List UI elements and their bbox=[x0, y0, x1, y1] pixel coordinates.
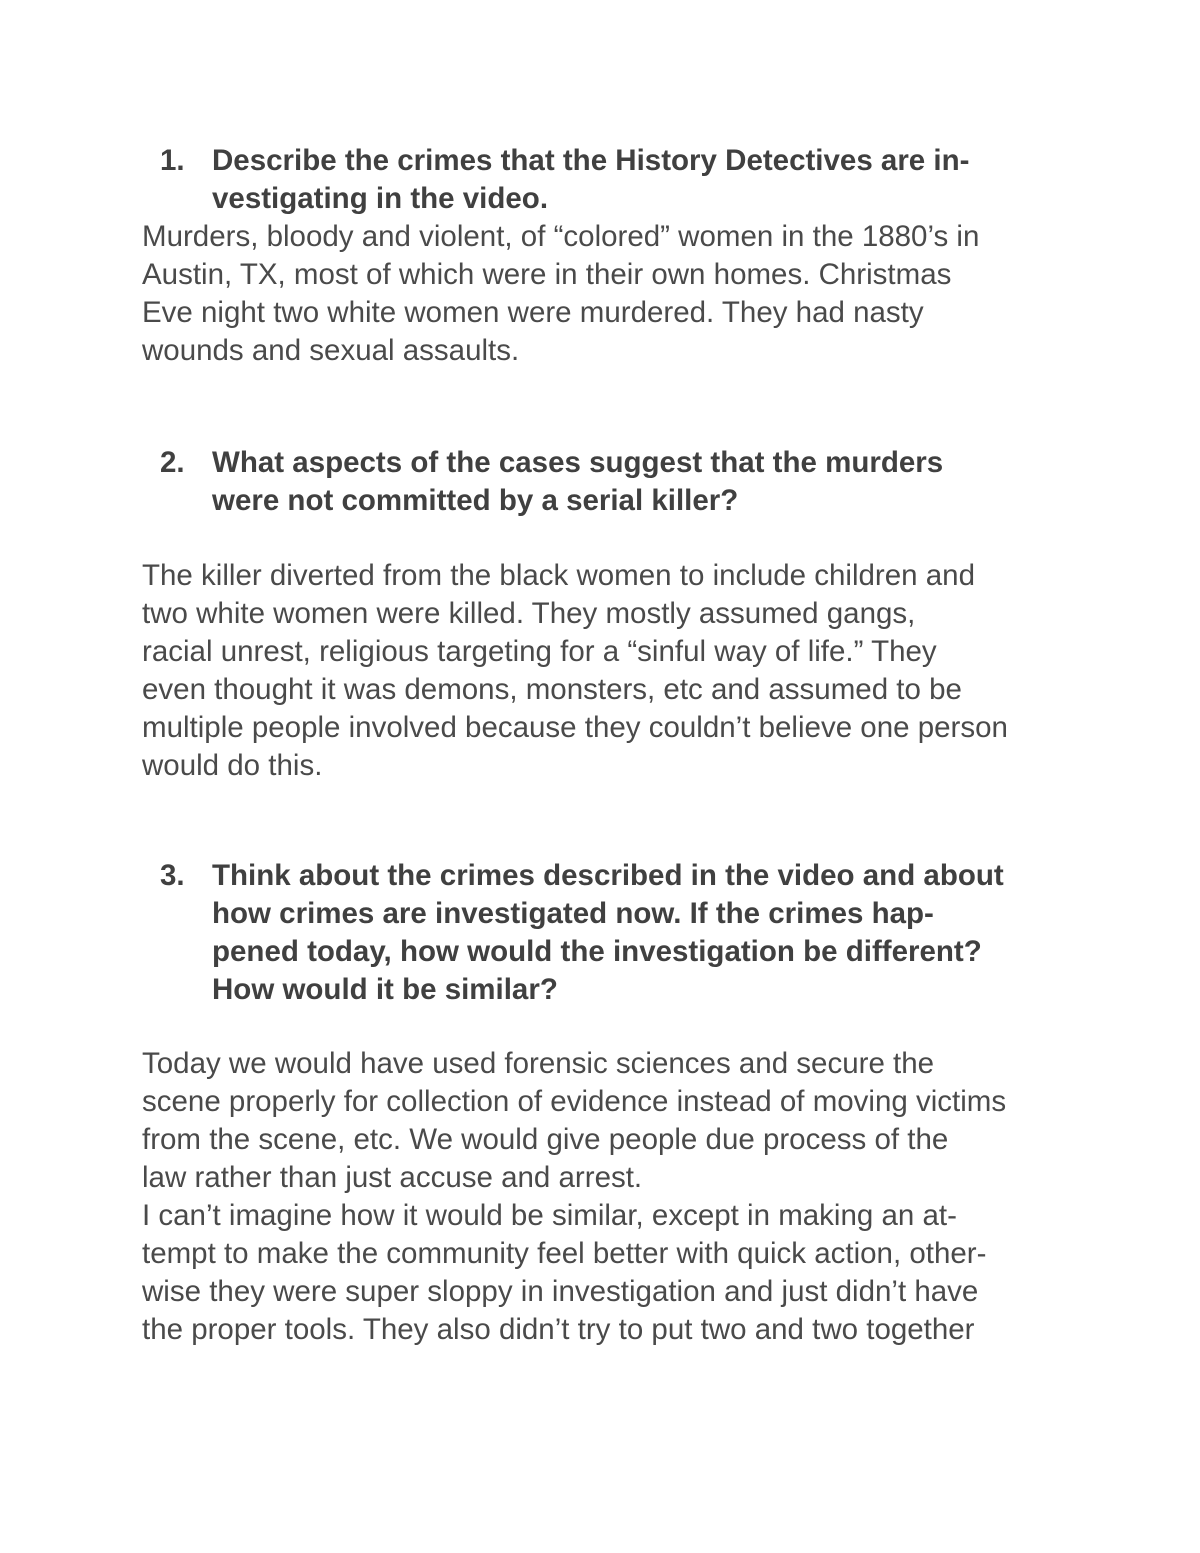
answer-line: scene properly for collection of evidence instead of moving victims bbox=[142, 1085, 1007, 1118]
question-line: What aspects of the cases suggest that the murders bbox=[212, 446, 944, 479]
question-line: how crimes are investigated now. If the crimes hap- bbox=[212, 897, 934, 930]
answer-line: law rather than just accuse and arrest. bbox=[142, 1161, 643, 1194]
question-1 bbox=[160, 142, 1080, 218]
question-line: vestigating in the video. bbox=[212, 182, 549, 215]
question-line: pened today, how would the investigation be different? bbox=[212, 935, 982, 968]
question-number: 3. bbox=[160, 859, 185, 892]
answer-line: wounds and sexual assaults. bbox=[142, 334, 520, 367]
question-number: 2. bbox=[160, 446, 185, 479]
question-2 bbox=[160, 444, 1080, 520]
question-line: Describe the crimes that the History Detectives are in- bbox=[212, 144, 970, 177]
answer-line: two white women were killed. They mostly assumed gangs, bbox=[142, 597, 916, 630]
answer-line: Today we would have used forensic sciences and secure the bbox=[142, 1047, 935, 1080]
answer-line: Austin, TX, most of which were in their own homes. Christmas bbox=[142, 258, 952, 291]
answer-1 bbox=[142, 218, 1142, 370]
answer-line: even thought it was demons, monsters, etc and assumed to be bbox=[142, 673, 962, 706]
answer-line: wise they were super sloppy in investigation and just didn’t have bbox=[142, 1275, 979, 1308]
question-line: Think about the crimes described in the video and about bbox=[212, 859, 1004, 892]
answer-line: I can’t imagine how it would be similar, except in making an at- bbox=[142, 1199, 957, 1232]
answer-line: Murders, bloody and violent, of “colored” women in the 1880’s in bbox=[142, 220, 980, 253]
answer-line: multiple people involved because they couldn’t believe one person bbox=[142, 711, 1008, 744]
answer-3 bbox=[142, 1045, 1142, 1349]
answer-line: the proper tools. They also didn’t try to put two and two together bbox=[142, 1313, 975, 1346]
answer-line: Eve night two white women were murdered. They had nasty bbox=[142, 296, 924, 329]
question-number: 1. bbox=[160, 144, 185, 177]
answer-2 bbox=[142, 557, 1142, 785]
question-3 bbox=[160, 857, 1080, 1009]
question-line: were not committed by a serial killer? bbox=[212, 484, 739, 517]
answer-line: racial unrest, religious targeting for a “sinful way of life.” They bbox=[142, 635, 937, 668]
answer-line: tempt to make the community feel better with quick action, other- bbox=[142, 1237, 987, 1270]
answer-line: from the scene, etc. We would give people due process of the bbox=[142, 1123, 949, 1156]
answer-line: The killer diverted from the black women to include children and bbox=[142, 559, 975, 592]
question-line: How would it be similar? bbox=[212, 973, 558, 1006]
answer-line: would do this. bbox=[142, 749, 323, 782]
